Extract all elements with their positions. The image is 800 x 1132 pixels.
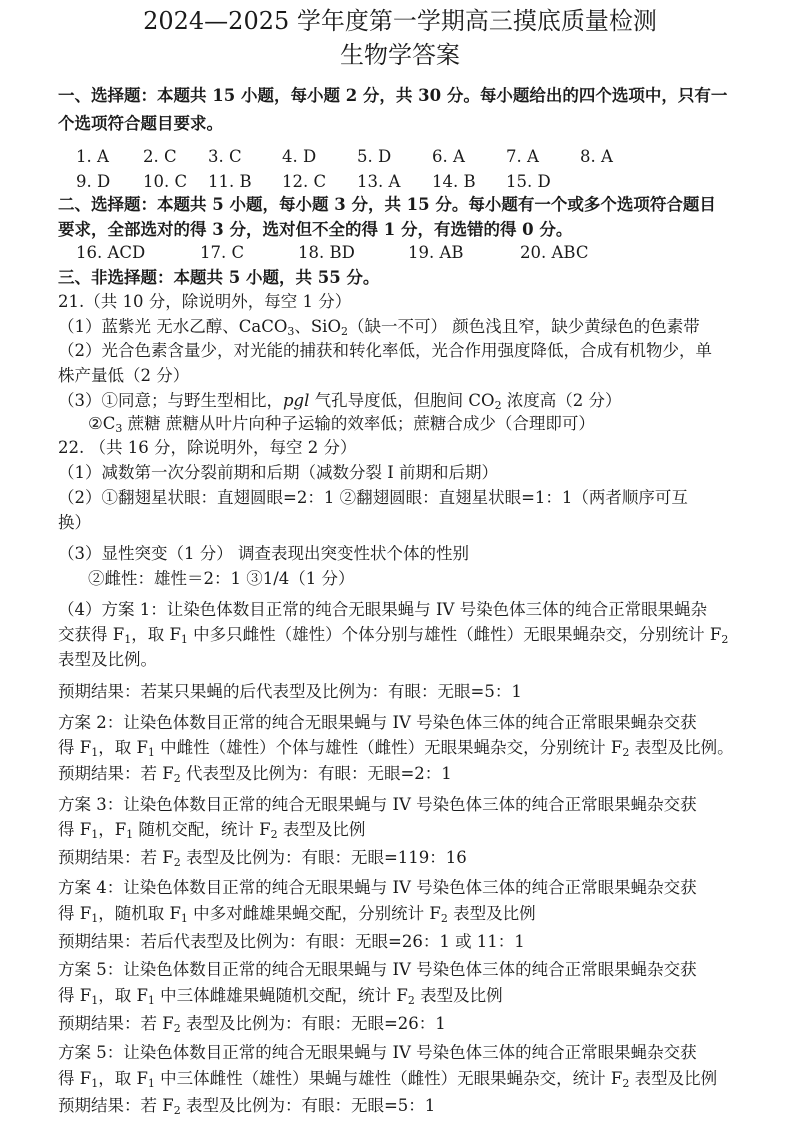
q22-result1: 预期结果：若某只果蝇的后代表型及比例为：有眼：无眼=5：1: [58, 682, 522, 701]
answer-item: 9. D: [76, 172, 111, 191]
answer-item: 17. C: [200, 243, 245, 262]
answer-item: 1. A: [76, 147, 109, 166]
q22-plan2-cont: 得 $F_1$，取 $F_1$ 中雌性（雄性）个体与雄性（雌性）无眼果蝇杂交，分别统计 $F_2$ 表型及比例。: [58, 738, 734, 759]
q21-part3-cont: $②C_3$ 蔗糖 蔗糖从叶片向种子运输的效率低；蔗糖合成少（合理即可）: [88, 414, 595, 435]
q22-result5: 预期结果：若 $F_2$ 表型及比例为：有眼：无眼=26：1: [58, 1014, 446, 1035]
section1-header-cont: 个选项符合题目要求。: [58, 114, 223, 133]
answer-item: 5. D: [357, 147, 392, 166]
answer-item: 8. A: [580, 147, 613, 166]
q22-plan4-cont: 得 $F_1$，随机取 $F_1$ 中多对雌雄果蝇交配，分别统计 $F_2$ 表型及比例: [58, 904, 536, 925]
q22-plan5-cont: 得 $F_1$，取 $F_1$ 中三体雌雄果蝇随机交配，统计 $F_2$ 表型及比例: [58, 986, 503, 1007]
q22-result4: 预期结果：若后代表型及比例为：有眼：无眼=26：1 或 11：1: [58, 932, 525, 951]
answer-item: 16. ACD: [76, 243, 146, 262]
answer-item: 13. A: [357, 172, 401, 191]
q22-plan1-cont2: 表型及比例。: [58, 650, 157, 669]
answer-item: 7. A: [506, 147, 539, 166]
section2-header: 二、选择题：本题共 5 小题，每小题 3 分，共 15 分。每小题有一个或多个选项符合题目: [58, 195, 716, 214]
answer-item: 12. C: [282, 172, 327, 191]
q22-part3: （3）显性突变（1 分） 调查表现出突变性状个体的性别: [58, 544, 469, 563]
answer-item: 2. C: [143, 147, 177, 166]
section1-header: 一、选择题：本题共 15 小题，每小题 2 分，共 30 分。每小题给出的四个选项中，只有一: [58, 86, 728, 105]
answer-item: 20. ABC: [520, 243, 589, 262]
q21-part3: （3）①同意；与野生型相比，pgl 气孔导度低，但胞间 $CO_2$ 浓度高（2 分）: [58, 391, 622, 412]
q22-plan6: 方案 5：让染色体数目正常的纯合无眼果蝇与 IV 号染色体三体的纯合正常眼果蝇杂交获: [58, 1043, 697, 1062]
answer-item: 11. B: [208, 172, 252, 191]
q22-plan1-cont: 交获得 $F_1$，取 $F_1$ 中多只雌性（雄性）个体分别与雄性（雌性）无眼果蝇杂交，分别统计 $F_2$: [58, 625, 729, 646]
q22-result3: 预期结果：若 $F_2$ 表型及比例为：有眼：无眼=119：16: [58, 848, 467, 869]
q22-part2-cont: 换）: [58, 513, 91, 532]
q21-part2: （2）光合色素含量少，对光能的捕获和转化率低，光合作用强度降低，合成有机物少，单: [58, 341, 712, 360]
section3-header: 三、非选择题：本题共 5 小题，共 55 分。: [58, 268, 380, 287]
answer-item: 4. D: [282, 147, 317, 166]
q22-part2: （2）①翻翅星状眼：直翅圆眼=2：1 ②翻翅圆眼：直翅星状眼=1：1（两者顺序可互: [58, 488, 688, 507]
q21-part1: （1）蓝紫光 无水乙醇、CaCO$_3$、SiO$_2$（缺一不可） 颜色浅且窄，缺少黄绿色的色素带: [58, 317, 700, 338]
page-title: 2024—2025 学年度第一学期高三摸底质量检测: [143, 7, 657, 35]
answer-item: 19. AB: [408, 243, 464, 262]
page-subtitle: 生物学答案: [340, 41, 460, 69]
answer-item: 14. B: [432, 172, 476, 191]
q22-result6: 预期结果：若 $F_2$ 表型及比例为：有眼：无眼=5：1: [58, 1096, 436, 1117]
q22-header: 22. （共 16 分，除说明外，每空 2 分）: [58, 438, 357, 457]
answer-item: 18. BD: [298, 243, 355, 262]
q22-plan3-cont: 得 $F_1$，$F_1$ 随机交配，统计 $F_2$ 表型及比例: [58, 820, 366, 841]
section2-header-cont: 要求，全部选对的得 3 分，选对但不全的得 1 分，有选错的得 0 分。: [58, 220, 573, 239]
q22-plan4: 方案 4：让染色体数目正常的纯合无眼果蝇与 IV 号染色体三体的纯合正常眼果蝇杂交获: [58, 878, 697, 897]
answer-item: 6. A: [432, 147, 465, 166]
answer-item: 10. C: [143, 172, 188, 191]
q21-header: 21.（共 10 分，除说明外，每空 1 分）: [58, 292, 352, 311]
q22-part3-cont: ②雌性：雄性＝2：1 ③1/4（1 分）: [88, 569, 355, 588]
answer-item: 3. C: [208, 147, 242, 166]
q22-plan3: 方案 3：让染色体数目正常的纯合无眼果蝇与 IV 号染色体三体的纯合正常眼果蝇杂交获: [58, 795, 697, 814]
answer-item: 15. D: [506, 172, 551, 191]
q22-plan2: 方案 2：让染色体数目正常的纯合无眼果蝇与 IV 号染色体三体的纯合正常眼果蝇杂交获: [58, 713, 697, 732]
q22-plan5: 方案 5：让染色体数目正常的纯合无眼果蝇与 IV 号染色体三体的纯合正常眼果蝇杂交获: [58, 960, 697, 979]
q21-part2-cont: 株产量低（2 分）: [58, 366, 190, 385]
q22-part1: （1）减数第一次分裂前期和后期（减数分裂 I 前期和后期）: [58, 463, 499, 482]
q22-plan6-cont: 得 $F_1$，取 $F_1$ 中三体雌性（雄性）果蝇与雄性（雌性）无眼果蝇杂交，统计 $F_2$ 表型及比例: [58, 1069, 718, 1090]
q22-plan1: （4）方案 1：让染色体数目正常的纯合无眼果蝇与 IV 号染色体三体的纯合正常眼果蝇杂: [58, 600, 708, 619]
q22-result2: 预期结果：若 $F_2$ 代表型及比例为：有眼：无眼=2：1: [58, 764, 452, 785]
